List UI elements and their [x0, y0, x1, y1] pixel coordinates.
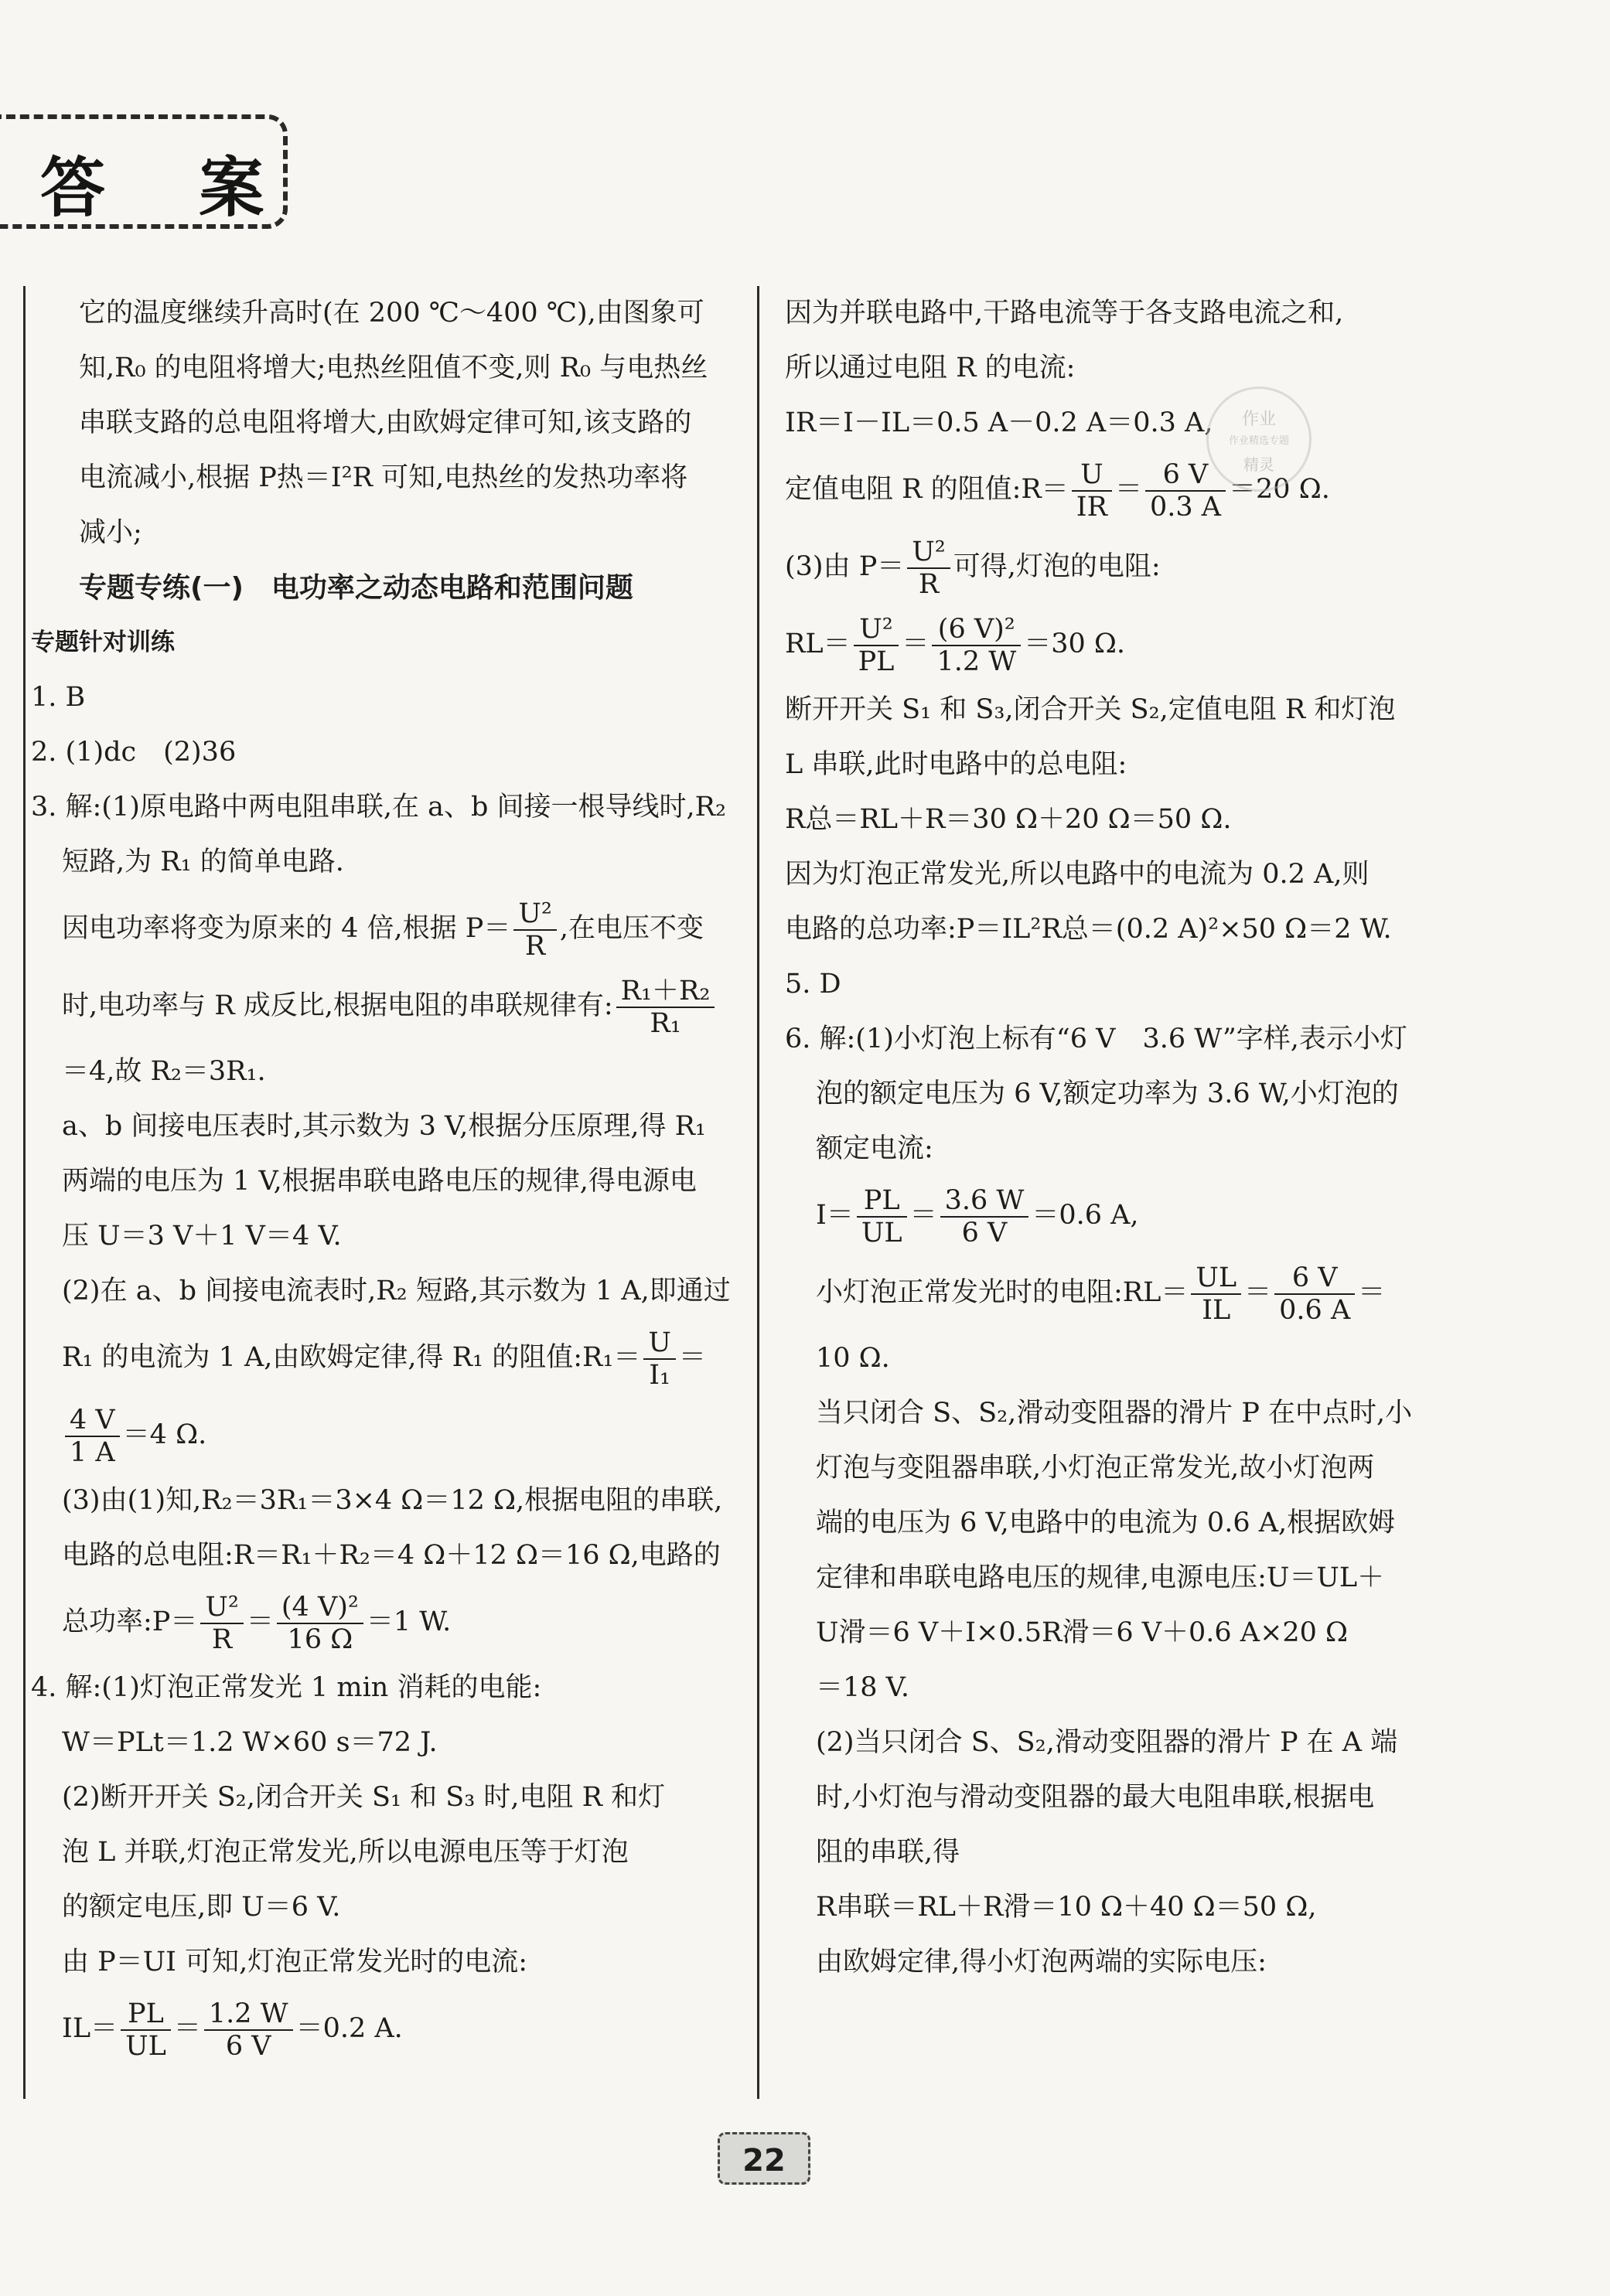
text-segment: RL＝	[785, 629, 851, 659]
fraction	[616, 976, 715, 1039]
stamp-text: 作业精选专题	[1228, 435, 1289, 447]
fraction	[643, 1327, 676, 1391]
fraction-numerator: PL	[121, 1998, 171, 2031]
answer-6-line: 时,小灯泡与滑动变阻器的最大电阻串联,根据电	[816, 1782, 1375, 1813]
fraction	[204, 1998, 293, 2062]
answer-4-formula-line	[31, 1990, 731, 2067]
fraction-denominator: 1 A	[70, 1436, 115, 1468]
text-segment: ＝	[909, 1200, 937, 1231]
fraction	[121, 1998, 171, 2062]
text-segment: ＝	[1114, 474, 1142, 505]
fraction-denominator: 6 V	[225, 2030, 271, 2062]
text-line: R总＝RL＋R＝30 Ω＋20 Ω＝50 Ω.	[785, 804, 1232, 835]
fraction-numerator: 1.2 W	[204, 1998, 293, 2031]
text-segment: 可得,灯泡的电阻:	[953, 551, 1161, 582]
text-segment: 时,电功率与 R 成反比,根据电阻的串联规律有:	[62, 990, 613, 1021]
text-line: 串联支路的总电阻将增大,由欧姆定律可知,该支路的	[79, 407, 692, 438]
text-segment: IL＝	[62, 2013, 118, 2044]
fraction-numerator: 6 V	[1274, 1262, 1355, 1295]
answer-6-line: 额定电流:	[816, 1133, 933, 1164]
fraction-denominator: 1.2 W	[936, 646, 1017, 677]
text-segment: 因电功率将变为原来的 4 倍,根据 P＝	[62, 913, 511, 944]
text-line: L 串联,此时电路中的总电阻:	[785, 749, 1127, 780]
fraction	[200, 1592, 244, 1655]
answer-4-line: W＝PLt＝1.2 W×60 s＝72 J.	[62, 1727, 438, 1758]
formula-line	[785, 605, 1465, 683]
text-line: 减小;	[79, 517, 142, 548]
answer-3-formula-line	[31, 890, 731, 967]
fraction	[857, 1185, 907, 1248]
fraction	[65, 1405, 120, 1468]
answer-6-line: 当只闭合 S、S₂,滑动变阻器的滑片 P 在中点时,小	[816, 1398, 1413, 1429]
fraction-denominator: R₁	[650, 1007, 681, 1039]
text-segment: ＝4 Ω.	[122, 1419, 207, 1450]
section-heading: 专题针对训练	[31, 629, 175, 656]
text-segment: ＝0.6 A,	[1032, 1200, 1139, 1231]
fraction-numerator: 3.6 W	[940, 1185, 1029, 1218]
text-segment: R₁ 的电流为 1 A,由欧姆定律,得 R₁ 的阻值:R₁＝	[62, 1342, 641, 1373]
right-column	[785, 286, 1465, 1990]
fraction-denominator: 16 Ω	[287, 1623, 353, 1655]
fraction	[932, 614, 1021, 677]
fraction-numerator: 6 V	[1145, 459, 1226, 492]
answer-3-formula-line	[31, 967, 731, 1044]
answer-4-line: 的额定电压,即 U＝6 V.	[62, 1892, 341, 1923]
fraction-denominator: UL	[861, 1217, 902, 1248]
text-segment: ,在电压不变	[559, 913, 704, 944]
answer-3-line: 电路的总电阻:R＝R₁＋R₂＝4 Ω＋12 Ω＝16 Ω,电路的	[62, 1540, 721, 1571]
fraction-denominator: I₁	[649, 1359, 671, 1391]
text-segment: (3)由 P＝	[785, 551, 905, 582]
text-segment: 总功率:P＝	[62, 1606, 198, 1637]
left-column	[31, 286, 731, 2067]
fraction	[1274, 1262, 1355, 1326]
fraction	[940, 1185, 1029, 1248]
text-segment: ＝20 Ω.	[1229, 474, 1330, 505]
fraction-numerator: (6 V)²	[932, 614, 1021, 646]
left-margin-rule	[23, 286, 26, 2099]
text-segment: ＝30 Ω.	[1024, 629, 1125, 659]
fraction-denominator: R	[524, 930, 546, 962]
fraction-numerator: U	[643, 1327, 676, 1360]
text-segment: I＝	[816, 1200, 854, 1231]
fraction-numerator: PL	[857, 1185, 907, 1218]
fraction-numerator: U²	[854, 614, 899, 646]
text-segment: ＝	[902, 629, 930, 659]
answer-3-formula-line	[31, 1319, 731, 1396]
page-number: 22	[718, 2132, 810, 2185]
fraction-denominator: UL	[125, 2030, 166, 2062]
fraction-numerator: U²	[907, 537, 950, 569]
column-divider	[757, 286, 759, 2099]
stamp-text: 作业	[1241, 410, 1276, 429]
fraction	[1072, 459, 1112, 523]
answer-5: 5. D	[785, 969, 841, 1000]
text-line: 它的温度继续升高时(在 200 ℃～400 ℃),由图象可	[79, 298, 704, 329]
answer-6-line: U滑＝6 V＋I×0.5R滑＝6 V＋0.6 A×20 Ω	[816, 1617, 1349, 1648]
fraction-numerator: (4 V)²	[277, 1592, 363, 1624]
fraction-denominator: IL	[1202, 1294, 1231, 1326]
fraction-denominator: R	[918, 568, 940, 600]
fraction	[277, 1592, 363, 1655]
text-line: 断开开关 S₁ 和 S₃,闭合开关 S₂,定值电阻 R 和灯泡	[785, 694, 1396, 725]
answer-6-formula-line	[785, 1177, 1465, 1254]
answer-3-formula-line	[31, 1583, 731, 1661]
answer-6-line: ＝18 V.	[816, 1672, 909, 1703]
answer-1: 1. B	[31, 682, 86, 713]
fraction-numerator: R₁＋R₂	[616, 976, 715, 1008]
text-segment: ＝	[1244, 1277, 1272, 1308]
fraction-denominator: 6 V	[961, 1217, 1008, 1248]
text-segment: ＝	[246, 1606, 274, 1637]
answer-3-line: (2)在 a、b 间接电流表时,R₂ 短路,其示数为 1 A,即通过	[62, 1276, 731, 1306]
topic-heading: 专题专练(一) 电功率之动态电路和范围问题	[79, 572, 633, 604]
answer-6-line: (2)当只闭合 S、S₂,滑动变阻器的滑片 P 在 A 端	[816, 1727, 1398, 1758]
fraction	[1191, 1262, 1241, 1326]
answer-3-line: (3)由(1)知,R₂＝3R₁＝3×4 Ω＝12 Ω,根据电阻的串联,	[62, 1485, 723, 1516]
stamp-text: 精灵	[1243, 455, 1274, 474]
answer-3-formula-line	[31, 1396, 731, 1473]
text-line: 知,R₀ 的电阻将增大;电热丝阻值不变,则 R₀ 与电热丝	[79, 353, 708, 383]
text-segment: ＝	[1358, 1277, 1386, 1308]
answer-3-line: 短路,为 R₁ 的简单电路.	[62, 847, 344, 877]
answer-6-line: 端的电压为 6 V,电路中的电流为 0.6 A,根据欧姆	[816, 1507, 1396, 1538]
text-segment: ＝1 W.	[366, 1606, 452, 1637]
text-line: IR＝I－IL＝0.5 A－0.2 A＝0.3 A,	[785, 407, 1213, 438]
text-segment: 定值电阻 R 的阻值:R＝	[785, 474, 1069, 505]
fraction-numerator: 4 V	[65, 1405, 120, 1437]
answer-6-line: 定律和串联电路电压的规律,电源电压:U＝UL＋	[816, 1562, 1385, 1593]
fraction-denominator: PL	[858, 646, 895, 677]
answer-6-line: 泡的额定电压为 6 V,额定功率为 3.6 W,小灯泡的	[816, 1078, 1399, 1109]
answer-3-line: 3. 解:(1)原电路中两电阻串联,在 a、b 间接一根导线时,R₂	[31, 792, 727, 823]
formula-line	[785, 451, 1465, 528]
fraction-denominator: R	[211, 1623, 233, 1655]
text-line: 因为灯泡正常发光,所以电路中的电流为 0.2 A,则	[785, 859, 1370, 890]
answer-6-line: 6. 解:(1)小灯泡上标有“6 V 3.6 W”字样,表示小灯	[785, 1024, 1407, 1054]
text-line: 因为并联电路中,干路电流等于各支路电流之和,	[785, 298, 1344, 329]
text-line: 电流减小,根据 P热＝I²R 可知,电热丝的发热功率将	[79, 462, 688, 493]
answer-3-line: a、b 间接电压表时,其示数为 3 V,根据分压原理,得 R₁	[62, 1111, 706, 1142]
page-title: 答 案	[40, 150, 300, 226]
watermark-stamp	[1206, 387, 1312, 492]
fraction-numerator: U	[1072, 459, 1112, 492]
fraction-numerator: UL	[1191, 1262, 1241, 1295]
answer-4-line: 泡 L 并联,灯泡正常发光,所以电源电压等于灯泡	[62, 1837, 629, 1868]
text-segment: ＝	[173, 2013, 201, 2044]
answer-4-line: 4. 解:(1)灯泡正常发光 1 min 消耗的电能:	[31, 1672, 542, 1703]
fraction	[513, 898, 557, 962]
formula-line	[785, 528, 1465, 605]
answer-4-line: 由 P＝UI 可知,灯泡正常发光时的电流:	[62, 1947, 528, 1977]
answer-3-line: ＝4,故 R₂＝3R₁.	[62, 1056, 266, 1087]
text-line: 电路的总功率:P＝IL²R总＝(0.2 A)²×50 Ω＝2 W.	[785, 914, 1392, 945]
answer-6-line: 灯泡与变阻器串联,小灯泡正常发光,故小灯泡两	[816, 1453, 1375, 1484]
answer-6-line: 10 Ω.	[816, 1343, 890, 1374]
fraction	[854, 614, 899, 677]
fraction-denominator: IR	[1076, 491, 1107, 523]
answer-2: 2. (1)dc (2)36	[31, 737, 237, 768]
answer-4-line: (2)断开开关 S₂,闭合开关 S₁ 和 S₃ 时,电阻 R 和灯	[62, 1782, 666, 1813]
text-segment: 小灯泡正常发光时的电阻:RL＝	[816, 1277, 1189, 1308]
answer-6-line: 阻的串联,得	[816, 1837, 960, 1868]
answer-6-formula-line	[785, 1254, 1465, 1331]
answer-6-line: R串联＝RL＋R滑＝10 Ω＋40 Ω＝50 Ω,	[816, 1892, 1317, 1923]
text-segment: ＝0.2 A.	[295, 2013, 403, 2044]
fraction-numerator: U²	[200, 1592, 244, 1624]
answer-3-line: 压 U＝3 V＋1 V＝4 V.	[62, 1221, 342, 1252]
text-line: 所以通过电阻 R 的电流:	[785, 353, 1076, 383]
fraction	[907, 537, 950, 600]
fraction-numerator: U²	[513, 898, 557, 931]
fraction-denominator: 0.3 A	[1149, 491, 1222, 523]
fraction-denominator: 0.6 A	[1279, 1294, 1351, 1326]
text-segment: ＝	[678, 1342, 706, 1373]
answer-3-line: 两端的电压为 1 V,根据串联电路电压的规律,得电源电	[62, 1166, 697, 1197]
answer-6-line: 由欧姆定律,得小灯泡两端的实际电压:	[816, 1947, 1267, 1977]
